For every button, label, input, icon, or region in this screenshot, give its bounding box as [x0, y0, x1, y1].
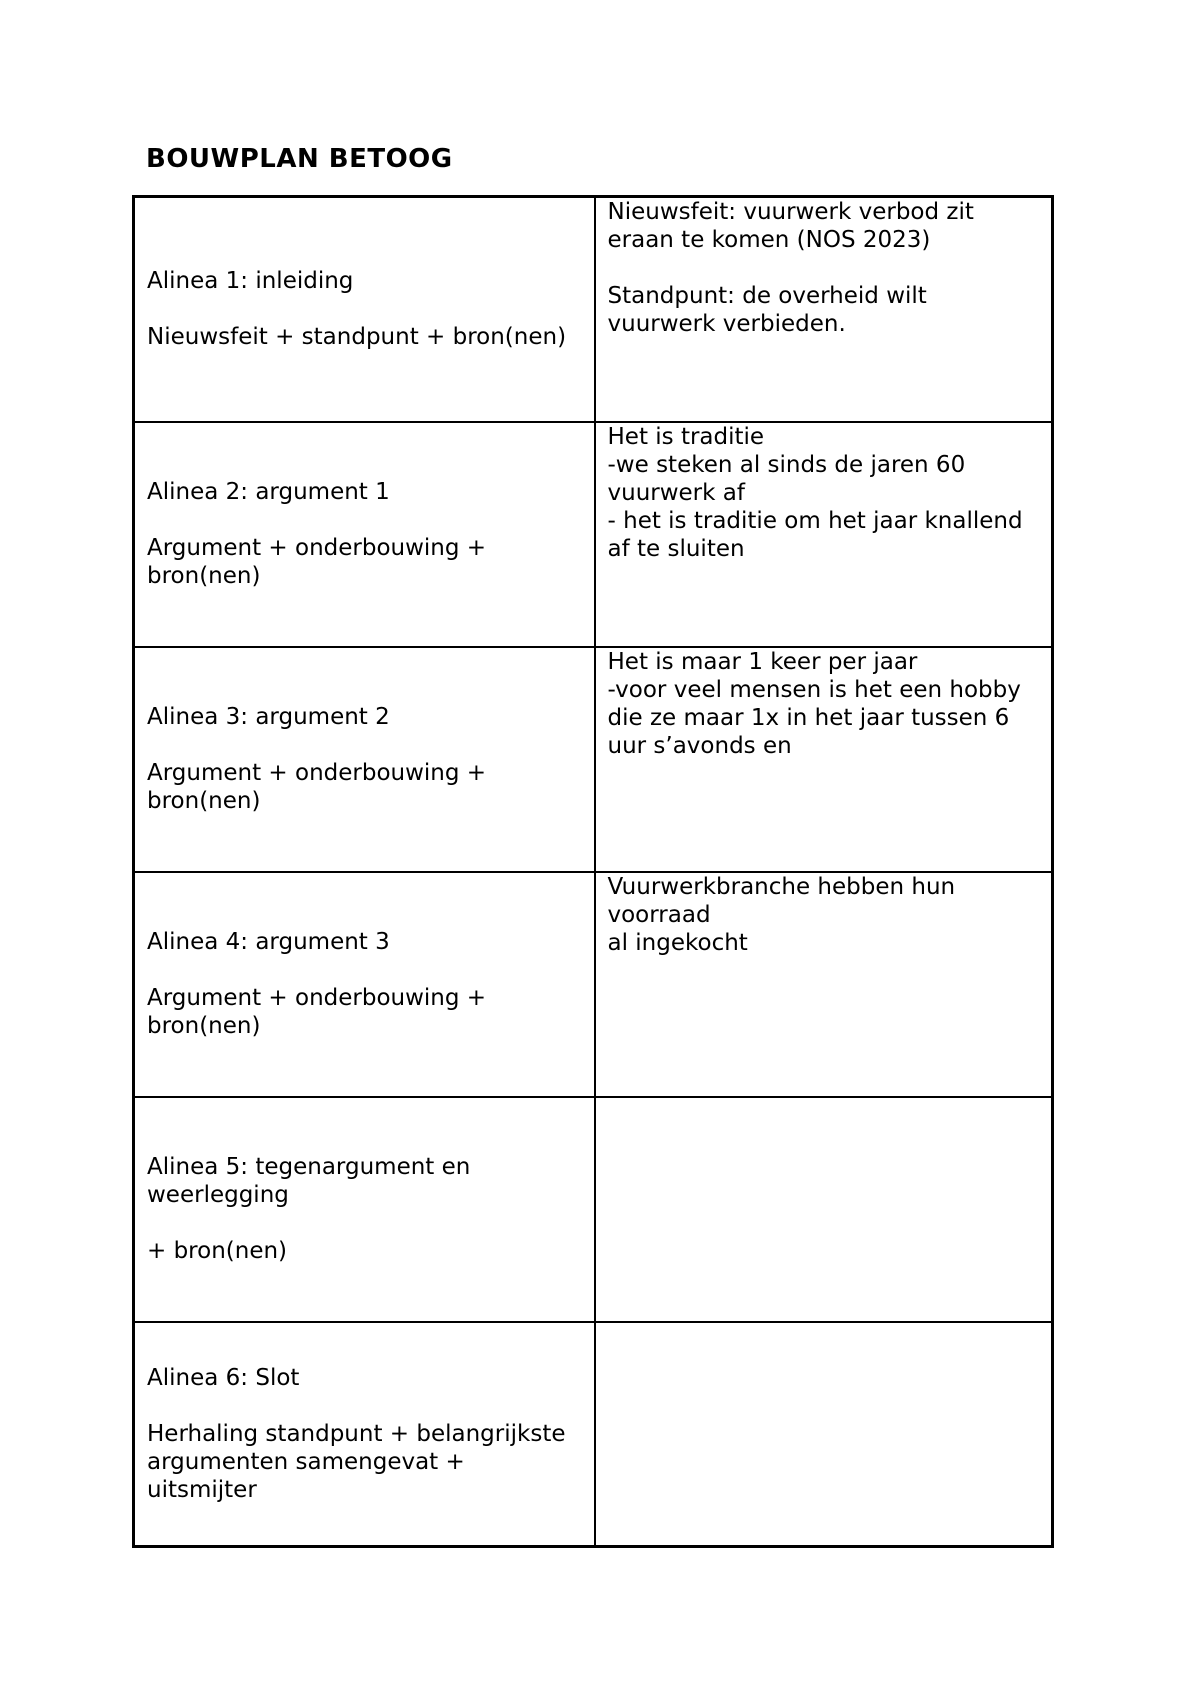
alinea-description: + bron(nen): [147, 1238, 288, 1264]
table-row: [134, 197, 1053, 422]
content-line: Standpunt: de overheid wilt vuurwerk verbieden.: [607, 283, 927, 337]
alinea-description: Argument + onderbouwing + bron(nen): [147, 535, 487, 589]
content-line: al ingekocht: [607, 929, 748, 956]
content-line: - het is traditie om het jaar knallend af te sluiten: [607, 507, 1023, 562]
alinea-heading: Alinea 4: argument 3: [147, 929, 390, 955]
alinea-5-content-cell[interactable]: [595, 1097, 1053, 1322]
content-gap: [608, 254, 1040, 282]
alinea-5-label-cell: [134, 1097, 595, 1322]
table-row: [134, 872, 1053, 1097]
alinea-heading: Alinea 2: argument 1: [147, 479, 390, 505]
alinea-description: Herhaling standpunt + belangrijkste argumenten samengevat + uitsmijter: [147, 1420, 566, 1503]
alinea-3-label-cell: [134, 647, 595, 872]
alinea-heading: Alinea 1: inleiding: [147, 268, 354, 295]
alinea-heading: Alinea 6: Slot: [147, 1364, 300, 1391]
table-row: [134, 1322, 1053, 1547]
alinea-3-content-cell[interactable]: [595, 647, 1053, 872]
alinea-heading: Alinea 5: tegenargument en weerlegging: [147, 1154, 471, 1208]
alinea-2-label-cell: [134, 422, 595, 647]
table-row: [134, 422, 1053, 647]
alinea-6-label-cell: [134, 1322, 595, 1547]
alinea-description: Argument + onderbouwing + bron(nen): [147, 760, 487, 814]
content-line: -we steken al sinds de jaren 60 vuurwerk af: [607, 451, 966, 506]
table-row: [134, 647, 1053, 872]
content-line: Vuurwerkbranche hebben hun voorraad: [607, 873, 956, 928]
alinea-heading: Alinea 3: argument 2: [147, 704, 390, 730]
alinea-description: Nieuwsfeit + standpunt + bron(nen): [147, 324, 567, 351]
alinea-description: Argument + onderbouwing + bron(nen): [147, 985, 487, 1039]
content-line: Nieuwsfeit: vuurwerk verbod zit eraan te komen (NOS 2023): [607, 199, 974, 253]
alinea-6-content-cell[interactable]: [595, 1322, 1053, 1547]
page-title: BOUWPLAN BETOOG: [146, 144, 453, 174]
content-line: Het is traditie: [607, 423, 765, 450]
bouwplan-table: [132, 195, 1054, 1548]
alinea-2-content-cell[interactable]: [595, 422, 1053, 647]
content-line: Het is maar 1 keer per jaar: [607, 648, 918, 675]
content-line: -voor veel mensen is het een hobby die ze maar 1x in het jaar tussen 6 uur s’avonds en: [607, 676, 1021, 759]
alinea-1-label-cell: [134, 197, 595, 422]
alinea-4-content-cell[interactable]: [595, 872, 1053, 1097]
table-row: [134, 1097, 1053, 1322]
alinea-4-label-cell: [134, 872, 595, 1097]
alinea-1-content-cell[interactable]: [595, 197, 1053, 422]
